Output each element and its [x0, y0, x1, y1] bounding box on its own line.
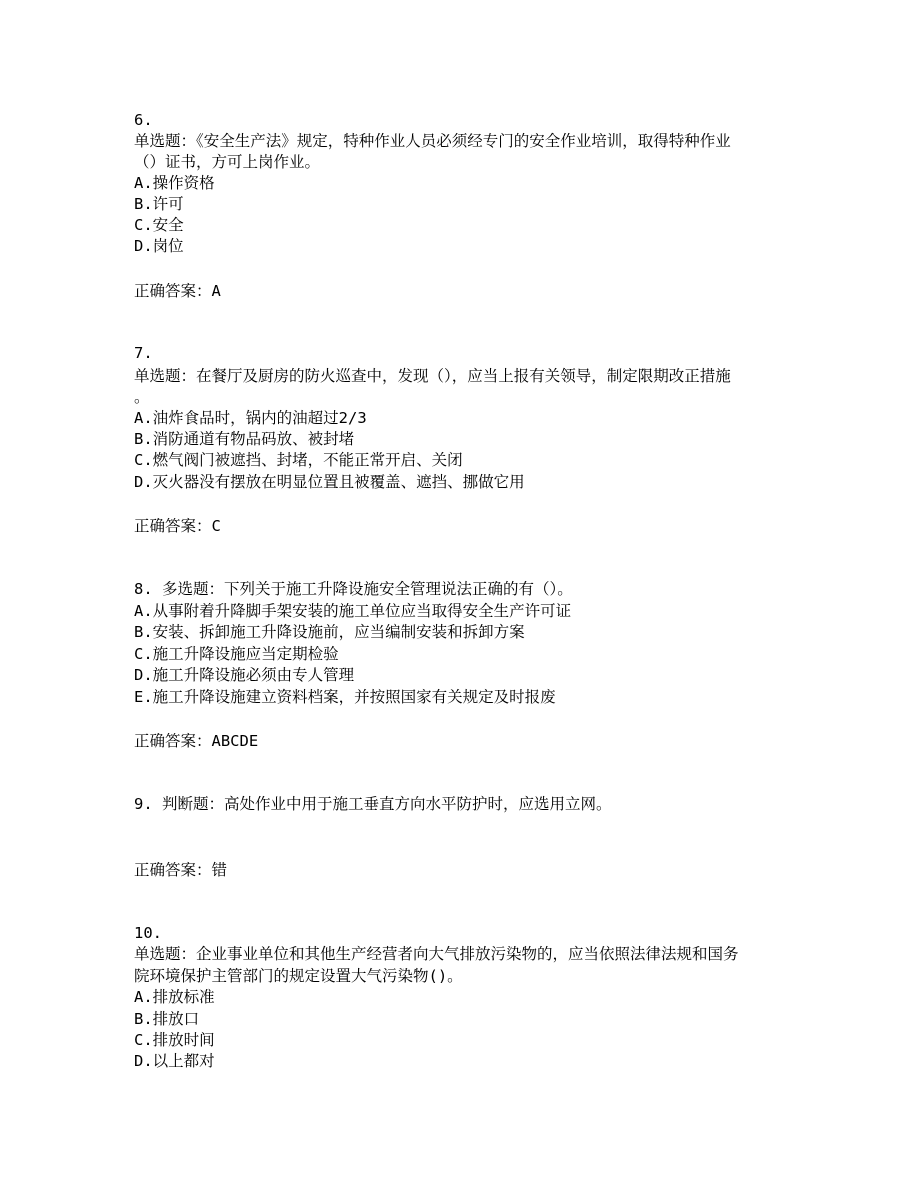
option-d: D.灭火器没有摆放在明显位置且被覆盖、遮挡、挪做它用	[134, 473, 525, 491]
option-a: A.从事附着升降脚手架安装的施工单位应当取得安全生产许可证	[134, 602, 572, 620]
correct-answer: 正确答案：A	[134, 282, 221, 300]
question-number: 7.	[134, 344, 153, 362]
question-stem-line: 单选题：《安全生产法》规定，特种作业人员必须经专门的安全作业培训，取得特种作业	[134, 132, 731, 150]
correct-answer: 正确答案：C	[134, 517, 221, 535]
question-number: 6.	[134, 111, 153, 129]
question-stem-line: 院环境保护主管部门的规定设置大气污染物()。	[134, 967, 463, 985]
option-d: D.岗位	[134, 237, 184, 255]
option-b: B.消防通道有物品码放、被封堵	[134, 430, 355, 448]
question-stem-line: 单选题：在餐厅及厨房的防火巡查中，发现（），应当上报有关领导，制定限期改正措施	[134, 367, 731, 385]
question-stem-line: 单选题：企业事业单位和其他生产经营者向大气排放污染物的，应当依照法律法规和国务	[134, 945, 739, 963]
option-c: C.施工升降设施应当定期检验	[134, 645, 339, 663]
option-c: C.安全	[134, 216, 184, 234]
question-stem-line: 9. 判断题：高处作业中用于施工垂直方向水平防护时，应选用立网。	[134, 795, 612, 813]
question-stem-line: 。	[134, 388, 150, 406]
question-stem-line: （）证书，方可上岗作业。	[134, 153, 321, 171]
option-c: C.燃气阀门被遮挡、封堵，不能正常开启、关闭	[134, 451, 463, 469]
question-number: 10.	[134, 924, 162, 942]
option-b: B.许可	[134, 195, 184, 213]
option-c: C.排放时间	[134, 1031, 215, 1049]
option-a: A.油炸食品时，锅内的油超过2/3	[134, 409, 367, 427]
correct-answer: 正确答案：错	[134, 861, 228, 879]
option-a: A.排放标准	[134, 988, 215, 1006]
option-d: D.施工升降设施必须由专人管理	[134, 666, 355, 684]
option-b: B.安装、拆卸施工升降设施前，应当编制安装和拆卸方案	[134, 623, 525, 641]
option-e: E.施工升降设施建立资料档案，并按照国家有关规定及时报废	[134, 688, 556, 706]
question-stem-line: 8. 多选题：下列关于施工升降设施安全管理说法正确的有（）。	[134, 580, 573, 598]
option-a: A.操作资格	[134, 174, 215, 192]
option-d: D.以上都对	[134, 1052, 215, 1070]
option-b: B.排放口	[134, 1010, 200, 1028]
correct-answer: 正确答案：ABCDE	[134, 732, 259, 750]
